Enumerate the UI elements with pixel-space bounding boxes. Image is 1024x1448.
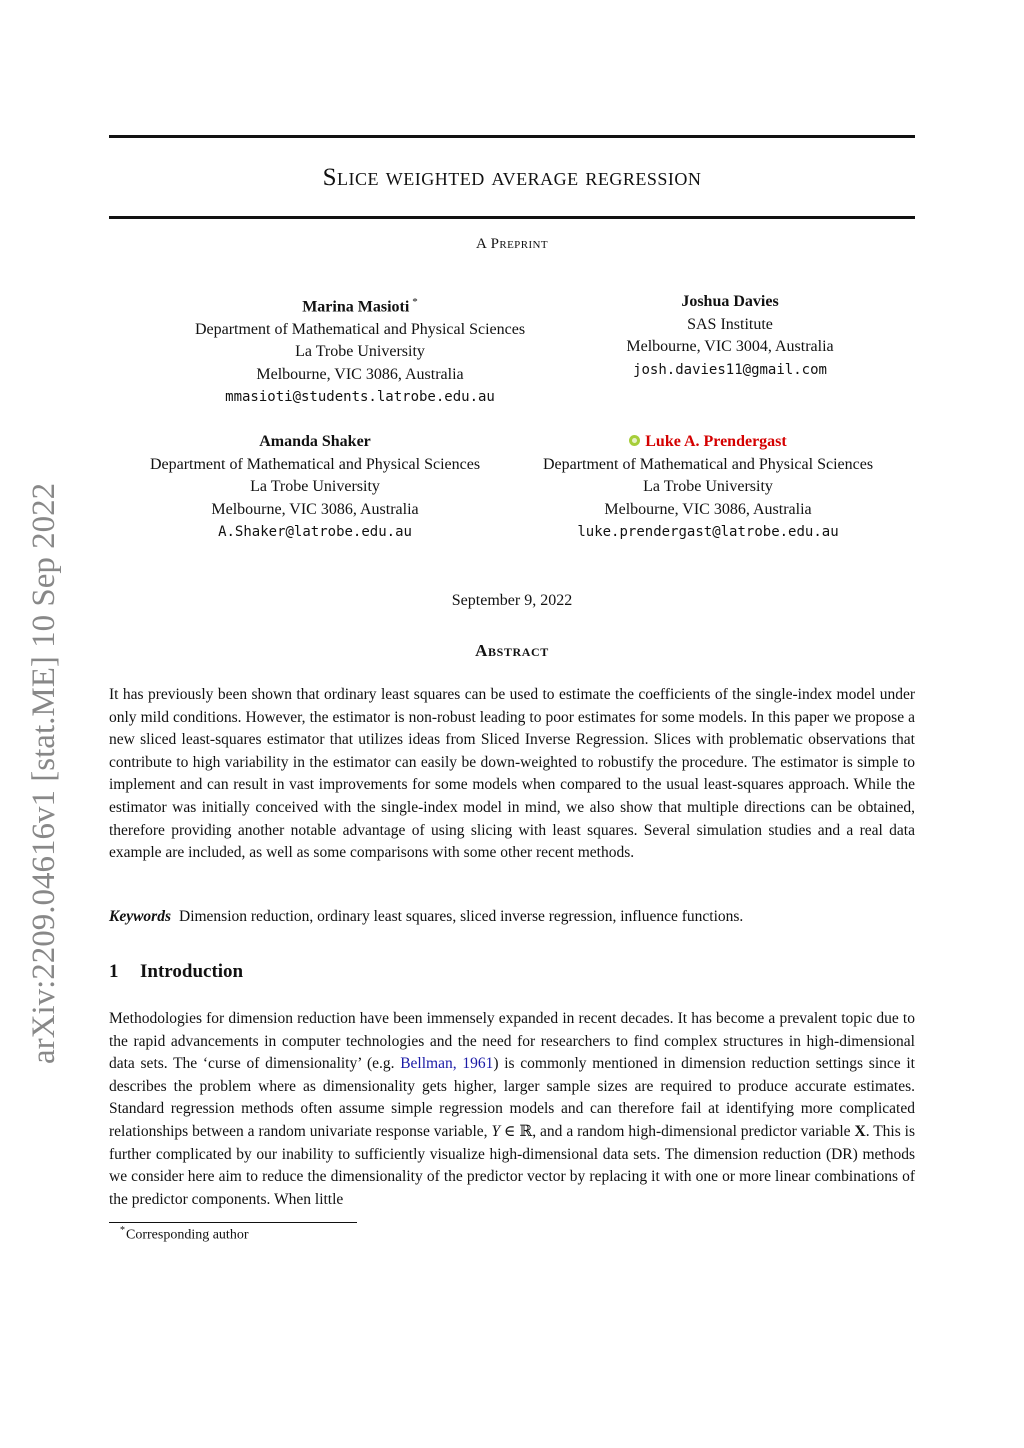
author-institution: La Trobe University: [295, 343, 425, 361]
title-bottom-rule: [109, 216, 915, 219]
orcid-icon[interactable]: [629, 435, 640, 446]
author-email[interactable]: A.Shaker@latrobe.edu.au: [218, 524, 412, 540]
keywords-line: [109, 908, 915, 926]
abstract-heading: Abstract: [475, 641, 549, 660]
author-block-masioti: [150, 291, 570, 409]
author-name-link[interactable]: Luke A. Prendergast: [645, 433, 787, 450]
author-department: Department of Mathematical and Physical Sciences: [542, 455, 874, 473]
author-address: Melbourne, VIC 3004, Australia: [626, 338, 834, 355]
preprint-label: A Preprint: [476, 236, 548, 252]
abstract-text: It has previously been shown that ordinary least squares can be used to estimate the coefficients of the single-index model under only mild conditions. However, the estimator is non-robust leading to poor estimates for some models. In this paper we propose a new sliced least-squares estimator that utilizes ideas from Sliced Inverse Regression. Slices with problematic observations that contribute to high variability in the estimator can easily be down-weighted to robustify the procedure. The estimator is simple to implement and can result in vast improvements for some models when compared to the usual least-squares approach. While the estimator was initially conceived with the single-index model in mind, we also show that multiple directions can be obtained, therefore providing another notable advantage of using slicing with least squares. Several simulation studies and a real data example are included, as well as some comparisons with some other recent methods.: [109, 686, 915, 862]
author-institution: La Trobe University: [250, 478, 380, 495]
intro-paragraph: Methodologies for dimension reduction have been immensely expanded in recent decades. It has become a prevalent topic due to the rapid advancements in computer technologies and the need for researchers to find complex structures in high-dimensional data sets. The ‘curse of dimensionality’ (e.g. Bellman, 1961) is commonly mentioned in dimension reduction settings since it describes the problem where as dimensionality gets higher, larger sample sizes are required to produce accurate estimates. Standard regression methods often assume simple regression models and can therefore fail at identifying more complicated relationships between a random univariate response variable, Y ∈ ℝ, and a random high-dimensional predictor variable X. This is further complicated by our inability to sufficiently visualize high-dimensional data sets. The dimension reduction (DR) methods we consider here aim to reduce the dimensionality of the predictor vector by replacing it with one or more linear combinations of the predictor components. When little: [109, 1010, 916, 1208]
math-x: X: [854, 1122, 866, 1140]
author-block-shaker: [110, 431, 520, 544]
author-institution: La Trobe University: [643, 478, 773, 495]
footnote-marker[interactable]: *: [412, 296, 418, 308]
section-heading: [109, 961, 243, 983]
math-in-reals: ∈ ℝ: [500, 1122, 533, 1140]
author-email[interactable]: luke.prendergast@latrobe.edu.au: [577, 524, 839, 540]
author-email[interactable]: josh.davies11@gmail.com: [633, 361, 827, 378]
author-institution: SAS Institute: [687, 315, 773, 333]
math-y: Y: [491, 1122, 501, 1140]
footnote-rule: [109, 1222, 357, 1223]
author-address: Melbourne, VIC 3086, Australia: [604, 500, 812, 518]
author-name-row: [508, 431, 908, 454]
author-department: Department of Mathematical and Physical Sciences: [194, 320, 526, 338]
author-block-davies: [580, 291, 880, 381]
citation-link[interactable]: Bellman, 1961: [400, 1055, 494, 1073]
section-number: 1: [109, 961, 119, 982]
title-top-rule: [109, 135, 915, 138]
paper-date: September 9, 2022: [451, 592, 573, 609]
author-address: Melbourne, VIC 3086, Australia: [256, 365, 464, 383]
author-department: Department of Mathematical and Physical Sciences: [149, 455, 481, 473]
keywords-text: Dimension reduction, ordinary least squares, sliced inverse regression, influence functions.: [179, 908, 744, 925]
author-name: Marina Masioti *: [302, 296, 418, 316]
section-title: Introduction: [140, 961, 244, 982]
keywords-label: Keywords: [109, 908, 171, 925]
author-address: Melbourne, VIC 3086, Australia: [211, 500, 419, 518]
footnote: *Corresponding author: [120, 1225, 249, 1243]
author-block-prendergast: [508, 431, 908, 544]
arxiv-side-stamp: arXiv:2209.04616v1 [stat.ME] 10 Sep 2022: [26, 482, 62, 1064]
author-name: Amanda Shaker: [259, 433, 371, 450]
author-name: Joshua Davies: [681, 293, 779, 310]
paper-title: Slice weighted average regression: [322, 164, 702, 191]
author-email[interactable]: mmasioti@students.latrobe.edu.au: [225, 389, 495, 406]
